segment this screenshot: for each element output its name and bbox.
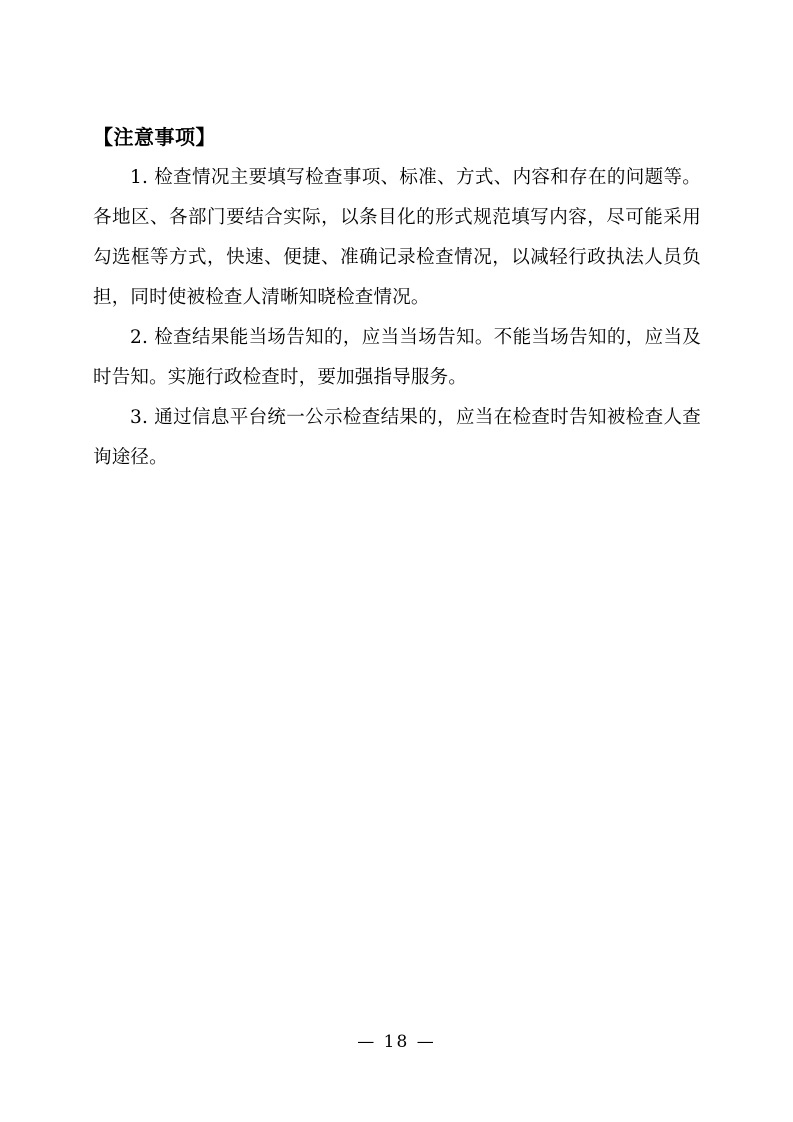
section-title: 【注意事项】 bbox=[93, 125, 216, 149]
paragraph-2: 2. 检查结果能当场告知的，应当当场告知。不能当场告知的，应当及时告知。实施行政检查时，要加强指导服务。 bbox=[93, 327, 701, 388]
page-number: — 18 — bbox=[357, 1032, 436, 1052]
document-body bbox=[93, 122, 701, 478]
paragraph-1: 1. 检查情况主要填写检查事项、标准、方式、内容和存在的问题等。各地区、各部门要结合实际，以条目化的形式规范填写内容，尽可能采用勾选框等方式，快速、便捷、准确记录检查情况，以减轻行政执法人员负担，同时使被检查人清晰知晓检查情况。 bbox=[93, 167, 701, 308]
paragraph-3: 3. 通过信息平台统一公示检查结果的，应当在检查时告知被检查人查询途径。 bbox=[93, 407, 701, 468]
